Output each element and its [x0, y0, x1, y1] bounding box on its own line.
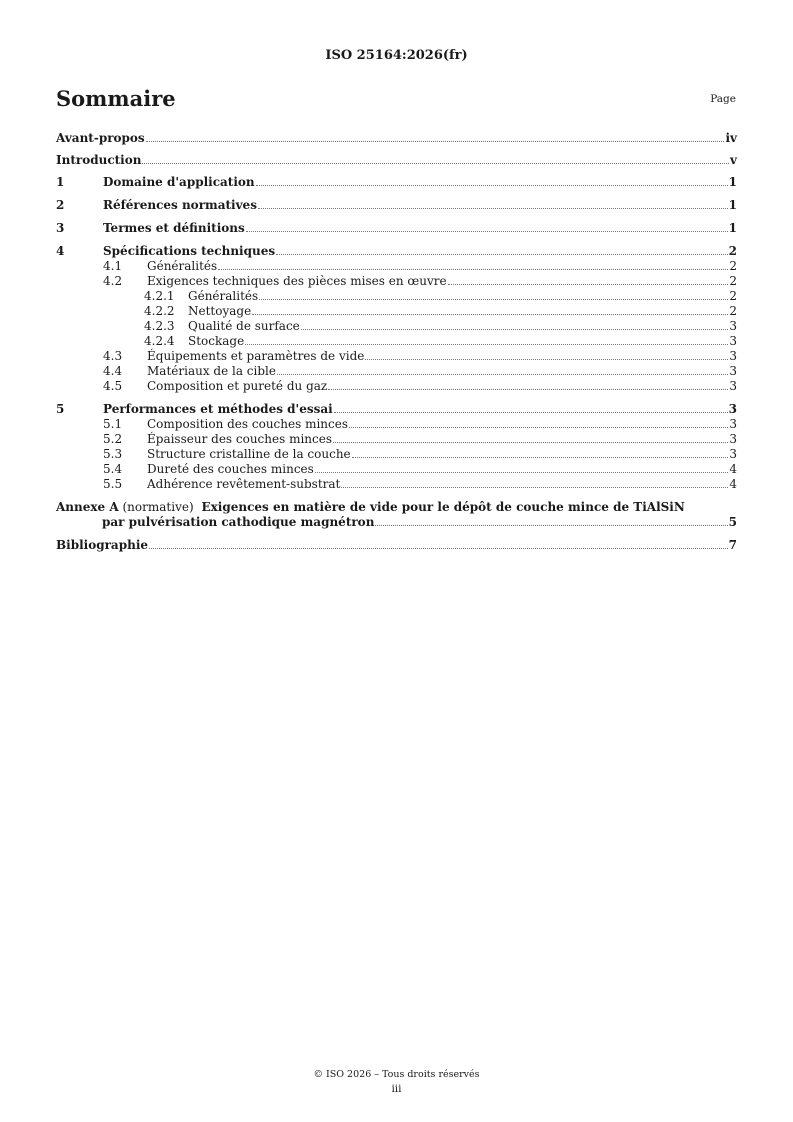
toc-entry-4[interactable]: [56, 244, 737, 259]
leader-dots: [365, 359, 728, 360]
toc-entry-annex-a[interactable]: [56, 500, 737, 530]
leader-dots: [252, 314, 728, 315]
annex-title-line2: par pulvérisation cathodique magnétron: [102, 515, 375, 529]
toc-entry-title: Spécifications techniques: [103, 244, 276, 258]
toc-entry-5-1[interactable]: [56, 417, 737, 432]
toc-entry-number: 5.1: [103, 417, 123, 431]
toc-entry-title: Performances et méthodes d'essai: [103, 402, 333, 416]
toc-entry-title: Structure cristalline de la couche: [147, 447, 351, 461]
toc-entry-title: Matériaux de la cible: [147, 364, 276, 378]
toc-entry-page: 2: [728, 244, 737, 258]
toc-entry-bibliography[interactable]: [56, 538, 737, 553]
toc-entry-3[interactable]: [56, 221, 737, 236]
toc-entry-page: 3: [729, 319, 737, 333]
toc-entry-page: iv: [725, 131, 737, 145]
toc-entry-title: Termes et définitions: [103, 221, 245, 235]
toc-entry-page: 4: [729, 477, 737, 491]
toc-entry-page: 3: [729, 349, 737, 363]
page-title: Sommaire: [56, 86, 176, 111]
toc-entry-title: Exigences techniques des pièces mises en œuvre: [147, 274, 447, 288]
toc-entry-title: Qualité de surface: [188, 319, 300, 333]
toc-entry-title: Composition des couches minces: [147, 417, 348, 431]
toc-entry-number: 4.2.1: [144, 289, 175, 303]
leader-dots: [341, 487, 728, 488]
toc-entry-title: Adhérence revêtement-substrat: [147, 477, 341, 491]
toc-entry-number: 5.4: [103, 462, 123, 476]
leader-dots: [349, 427, 728, 428]
toc-entry-title: Dureté des couches minces: [147, 462, 314, 476]
toc-entry-page: 2: [729, 259, 737, 273]
toc-entry-number: 4.3: [103, 349, 123, 363]
toc-entry-number: 5.3: [103, 447, 123, 461]
toc-entry-page: 3: [729, 379, 737, 393]
toc-entry-4-2-2[interactable]: [56, 304, 737, 319]
toc-entry-title: Généralités: [147, 259, 218, 273]
copyright-notice: © ISO 2026 – Tous droits réservés: [313, 1069, 480, 1080]
toc-entry-title: Domaine d'application: [103, 175, 255, 189]
page-column-label: Page: [710, 93, 736, 105]
toc-entry-4-1[interactable]: [56, 259, 737, 274]
toc-entry-page: 4: [729, 462, 737, 476]
toc-entry-number: 1: [56, 175, 65, 189]
leader-dots: [352, 457, 729, 458]
toc-entry-4-3[interactable]: [56, 349, 737, 364]
toc-entry-4-2-4[interactable]: [56, 334, 737, 349]
toc-entry-title: Équipements et paramètres de vide: [147, 349, 365, 363]
leader-dots: [276, 254, 728, 255]
toc-entry-title: Épaisseur des couches minces: [147, 432, 333, 446]
toc-entry-page: 3: [729, 432, 737, 446]
leader-dots: [448, 284, 729, 285]
toc-entry-title: Références normatives: [103, 198, 257, 212]
annex-second-line: [56, 515, 737, 530]
toc-entry-page: 5: [728, 515, 737, 529]
toc-entry-title: Avant-propos: [56, 131, 145, 145]
toc-entry-5[interactable]: [56, 402, 737, 417]
toc-entry-2[interactable]: [56, 198, 737, 213]
toc-entry-4-2-3[interactable]: [56, 319, 737, 334]
table-of-contents: [56, 131, 737, 553]
toc-entry-page: v: [730, 153, 737, 167]
leader-dots: [333, 442, 728, 443]
toc-entry-page: 3: [729, 364, 737, 378]
toc-entry-title: Composition et pureté du gaz: [147, 379, 328, 393]
toc-entry-number: 4: [56, 244, 65, 258]
toc-entry-page: 1: [728, 175, 737, 189]
toc-entry-number: 4.2: [103, 274, 123, 288]
annex-title-line1: Exigences en matière de vide pour le dépôt de couche mince de TiAlSiN: [201, 500, 685, 514]
toc-entry-page: 3: [729, 417, 737, 431]
toc-entry-title: Bibliographie: [56, 538, 149, 552]
toc-entry-number: 4.1: [103, 259, 123, 273]
toc-entry-5-4[interactable]: [56, 462, 737, 477]
annex-label: Annexe A: [56, 500, 119, 514]
toc-entry-4-4[interactable]: [56, 364, 737, 379]
leader-dots: [315, 472, 729, 473]
leader-dots: [277, 374, 728, 375]
leader-dots: [142, 163, 729, 164]
toc-entry-number: 4.5: [103, 379, 123, 393]
leader-dots: [258, 208, 728, 209]
toc-entry-page: 2: [729, 289, 737, 303]
toc-entry-page: 2: [729, 274, 737, 288]
toc-entry-page: 3: [728, 402, 737, 416]
annex-first-line: [56, 500, 737, 515]
toc-entry-foreword[interactable]: [56, 131, 737, 146]
toc-entry-number: 5.2: [103, 432, 123, 446]
toc-entry-number: 2: [56, 198, 65, 212]
toc-entry-title: Nettoyage: [188, 304, 252, 318]
toc-entry-4-2[interactable]: [56, 274, 737, 289]
annex-type: (normative): [122, 500, 194, 514]
toc-entry-page: 3: [729, 334, 737, 348]
leader-dots: [149, 548, 728, 549]
page-number: iii: [391, 1083, 402, 1095]
toc-entry-page: 7: [728, 538, 737, 552]
toc-entry-5-3[interactable]: [56, 447, 737, 462]
toc-entry-number: 5.5: [103, 477, 123, 491]
toc-entry-number: 4.2.3: [144, 319, 175, 333]
toc-entry-number: 5: [56, 402, 65, 416]
document-id: ISO 25164:2026(fr): [325, 48, 468, 63]
toc-entry-number: 3: [56, 221, 65, 235]
leader-dots: [218, 269, 728, 270]
toc-entry-number: 4.2.2: [144, 304, 175, 318]
toc-entry-4-2-1[interactable]: [56, 289, 737, 304]
toc-entry-5-2[interactable]: [56, 432, 737, 447]
leader-dots: [245, 344, 728, 345]
toc-entry-title: Stockage: [188, 334, 245, 348]
leader-dots: [334, 412, 728, 413]
toc-entry-4-5[interactable]: [56, 379, 737, 394]
toc-entry-page: 1: [728, 221, 737, 235]
leader-dots: [328, 389, 728, 390]
toc-entry-page: 2: [729, 304, 737, 318]
leader-dots: [375, 525, 727, 526]
leader-dots: [301, 329, 729, 330]
toc-entry-number: 4.2.4: [144, 334, 175, 348]
toc-entry-1[interactable]: [56, 175, 737, 190]
leader-dots: [146, 141, 725, 142]
toc-entry-title: Généralités: [188, 289, 259, 303]
leader-dots: [256, 185, 728, 186]
toc-entry-introduction[interactable]: [56, 153, 737, 168]
toc-entry-number: 4.4: [103, 364, 123, 378]
toc-entry-5-5[interactable]: [56, 477, 737, 492]
toc-entry-title: Introduction: [56, 153, 142, 167]
leader-dots: [246, 231, 728, 232]
toc-entry-page: 3: [729, 447, 737, 461]
page-footer: [0, 1069, 793, 1095]
leader-dots: [259, 299, 728, 300]
toc-entry-page: 1: [728, 198, 737, 212]
